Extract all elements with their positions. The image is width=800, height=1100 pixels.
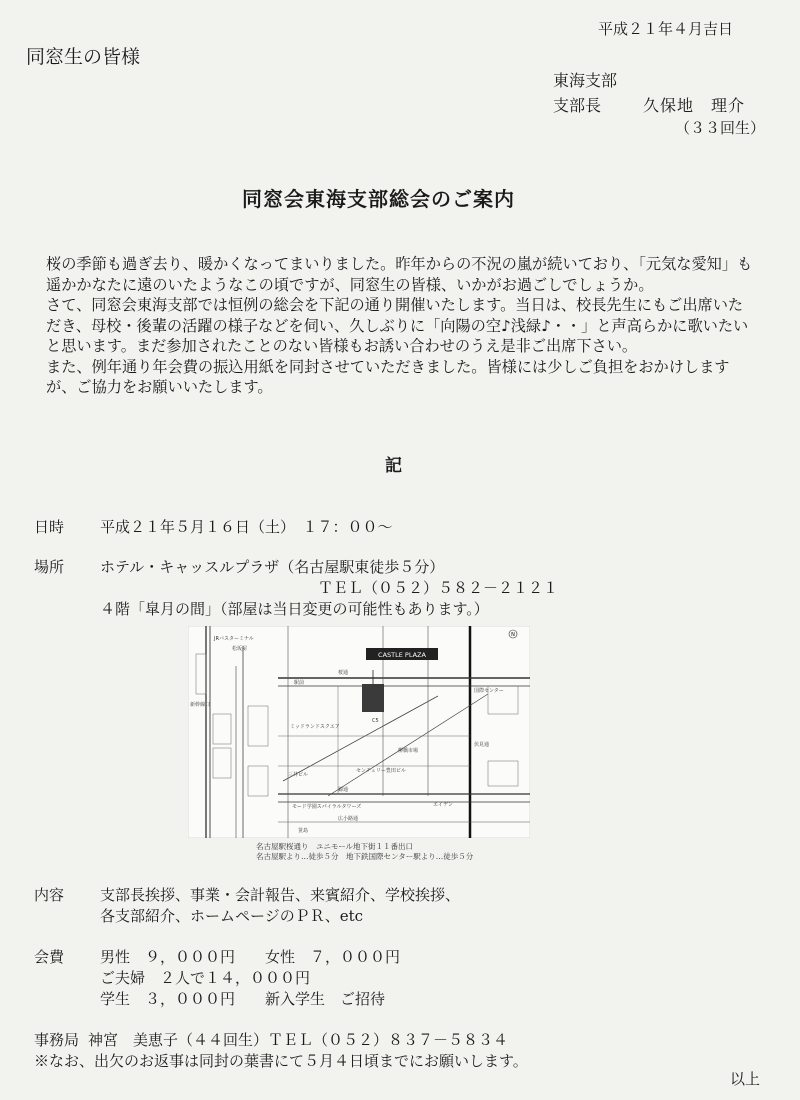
map-label-century: センチュリー豊田ビル xyxy=(356,768,406,774)
salutation: 同窓生の皆様 xyxy=(26,46,141,68)
body-text xyxy=(46,254,756,398)
office-label: 事務局 xyxy=(34,1031,80,1049)
content-line-1: 支部長挨拶、事業・会計報告、来賓紹介、学校挨拶、 xyxy=(100,886,461,904)
office-value: 神宮 美恵子（４４回生）ＴＥＬ（０５２）８３７－５８３４ xyxy=(88,1031,509,1049)
hotel-marker xyxy=(362,684,384,712)
map-label-sanshin: 三井ビル xyxy=(288,772,309,778)
body-paragraph-2: さて、同窓会東海支部では恒例の総会を下記の通り開催いたします。当日は、校長先生にもご出席いただき、母校・後輩の活躍の様子などを伺い、久しぶりに「向陽の空♪浅緑♪・・」と声高らかに歌いたいと思います。まだ参加されたことのない皆様もお誘い合わせのうえ是非ご出席下さい。 xyxy=(46,296,749,355)
map-label-jr: JRバスターミナル xyxy=(214,636,254,642)
map-label-sakuradori: 桜通 xyxy=(338,670,349,676)
fee-label: 会費 xyxy=(34,948,65,966)
map-note-line-1: 名古屋駅桜通り ユニモール地下街１１番出口 xyxy=(256,842,414,851)
document-title: 同窓会東海支部総会のご案内 xyxy=(242,187,515,211)
map-label-fushimi: 伏見通 xyxy=(474,742,490,748)
chief-name: 久保地 理介 xyxy=(643,96,746,115)
map-note xyxy=(256,842,473,862)
body-paragraph-1: 桜の季節も過ぎ去り、暖かくなってまいりました。昨年からの不況の嵐が続いており、「元気な愛知」も遥かかなたに遠のいたようなこの頃ですが、同窓生の皆様、いかがお過ごしでしょうか。 xyxy=(46,255,753,294)
map-label-yanagibashi: 柳橋市場 xyxy=(398,748,419,754)
map-label-matsuzakaya: 松坂屋 xyxy=(232,646,248,652)
map-label-hirokoji: 広小路通 xyxy=(338,816,359,822)
fee-line-2: ご夫婦 ２人で１４，０００円 xyxy=(100,969,311,987)
map-label-midland: ミッドランドスクエア xyxy=(290,724,340,730)
map-label-sasashima: 笹島 xyxy=(298,828,309,834)
map-label-ekimae: 駅前 xyxy=(294,680,305,686)
chief-class: （３３回生） xyxy=(675,119,766,137)
content-line-2: 各支部紹介、ホームページのＰＲ、etc xyxy=(100,907,364,925)
map-label-c5: C5 xyxy=(372,718,379,724)
content-label: 内容 xyxy=(34,886,65,904)
fee-line-1: 男性 ９，０００円 女性 ７，０００円 xyxy=(100,948,401,966)
map-label-kokusai: 国際センター xyxy=(474,688,504,694)
svg-text:N: N xyxy=(511,632,515,638)
datetime-label: 日時 xyxy=(34,518,65,536)
map-label-shinkansen: 新幹線口 xyxy=(190,702,211,708)
body-paragraph-3: また、例年通り年会費の振込用紙を同封させていただきました。皆様には少しご負担をおかけしますが、ご協力をお願いいたします。 xyxy=(46,357,730,396)
place-label: 場所 xyxy=(34,558,65,576)
map-label-eiden: エイデン xyxy=(433,802,453,808)
map-note-line-2: 名古屋駅より…徒歩５分 地下鉄国際センター駅より…徒歩５分 xyxy=(256,852,474,861)
place-phone: ＴＥＬ（０５２）５８２－２１２１ xyxy=(318,579,559,597)
place-line-3: ４階「皐月の間」（部屋は当日変更の可能性もあります。） xyxy=(100,600,489,618)
hotel-label: CASTLE PLAZA xyxy=(378,651,426,659)
fee-line-3: 学生 ３，０００円 新入学生 ご招待 xyxy=(100,990,386,1008)
issue-date: 平成２１年４月吉日 xyxy=(598,20,734,38)
reply-note: ※なお、出欠のお返事は同封の葉書にて５月４日頃までにお願いします。 xyxy=(34,1052,528,1070)
access-map xyxy=(188,626,530,838)
map-label-nishiki: 錦通 xyxy=(338,787,349,793)
place-line-1: ホテル・キャッスルプラザ（名古屋駅東徒歩５分） xyxy=(100,558,445,576)
ki-heading: 記 xyxy=(385,456,402,476)
datetime-value: 平成２１年５月１６日（土） １７：００～ xyxy=(100,518,393,536)
closing-mark: 以上 xyxy=(730,1070,761,1088)
branch-name: 東海支部 xyxy=(553,71,618,90)
map-label-mode: モード学園スパイラルタワーズ xyxy=(292,804,362,810)
chief-role: 支部長 xyxy=(553,96,602,115)
